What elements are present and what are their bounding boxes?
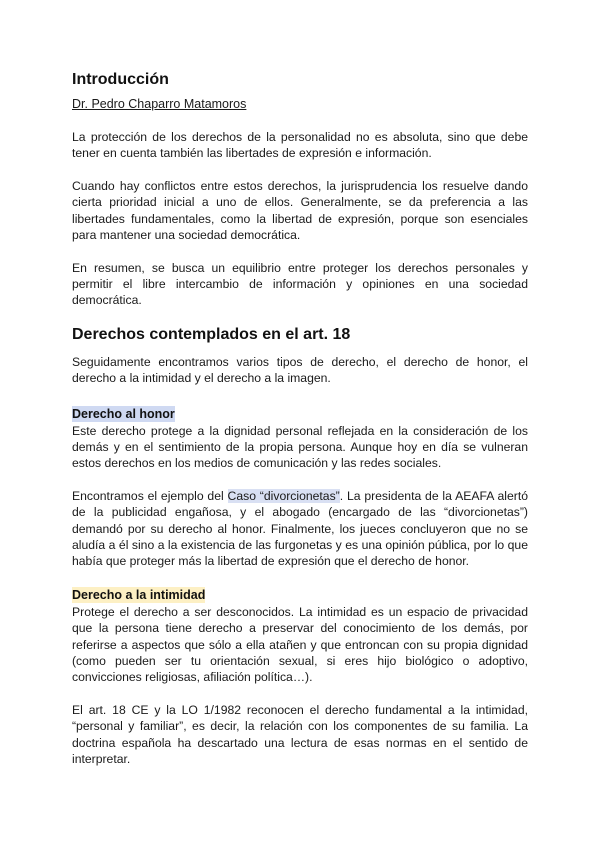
intimidad-section [72, 586, 528, 767]
intro-paragraph-3: En resumen, se busca un equilibrio entre proteger los derechos personales y permitir el libre intercambio de información y opiniones en una sociedad democrática. [72, 260, 528, 308]
honor-p2-after: . La presidenta de la AEAFA alertó de la publicidad engañosa, y el abogado (encargado de las “divorcionetas”) demandó por su derecho al honor. Finalmente, los jueces concluyeron que no se aludía a él sino a la existencia de las furgonetas y es una opinión pública, por lo que había que proteger más la libertad de expresión que el derecho de honor. [72, 489, 528, 569]
intimidad-heading: Derecho a la intimidad [72, 588, 206, 603]
intro-heading: Introducción [72, 71, 169, 88]
honor-paragraph-2 [72, 488, 528, 569]
author-name: Dr. Pedro Chaparro Matamoros [72, 97, 247, 111]
honor-p2-before: Encontramos el ejemplo del [72, 489, 228, 504]
honor-heading: Derecho al honor [72, 406, 175, 421]
art18-heading: Derechos contemplados en el art. 18 [72, 326, 351, 344]
intro-paragraph-1: La protección de los derechos de la personalidad no es absoluta, sino que debe tener en cuenta también las libertades de expresión e información. [72, 130, 528, 161]
intimidad-paragraph-2: El art. 18 CE y la LO 1/1982 reconocen el derecho fundamental a la intimidad, “personal y familiar”, es decir, la relación con los componentes de su familia. La doctrina española ha descartado una lectura de esas normas en el sentido de interpretar. [72, 703, 528, 767]
art18-intro-paragraph: Seguidamente encontramos varios tipos de derecho, el derecho de honor, el derecho a la intimidad y el derecho a la imagen. [72, 355, 528, 386]
intimidad-paragraph-1: Protege el derecho a ser desconocidos. La intimidad es un espacio de privacidad que la persona tiene derecho a preservar del conocimiento de los demás, por referirse a aspectos que sólo a ella atañen y que entroncan con su propia dignidad (como pueden ser tu orientación sexual, si eres hijo biológico o adoptivo, convicciones religiosas, afiliación política…). [72, 605, 528, 685]
honor-paragraph-1: Este derecho protege a la dignidad personal reflejada en la consideración de los demás y en el sentimiento de la propia persona. Aunque hoy en día se vulneran estos derechos en los medios de comunicación y las redes sociales. [72, 423, 528, 471]
honor-section [72, 405, 528, 570]
intro-paragraph-2: Cuando hay conflictos entre estos derechos, la jurisprudencia los resuelve dando cierta prioridad inicial a uno de ellos. Generalmente, se da preferencia a las libertades fundamentales, como la libertad de expresión, porque son esenciales para mantener una sociedad democrática. [72, 179, 528, 242]
case-divorcionetas-link: Caso “divorcionetas” [227, 489, 340, 504]
